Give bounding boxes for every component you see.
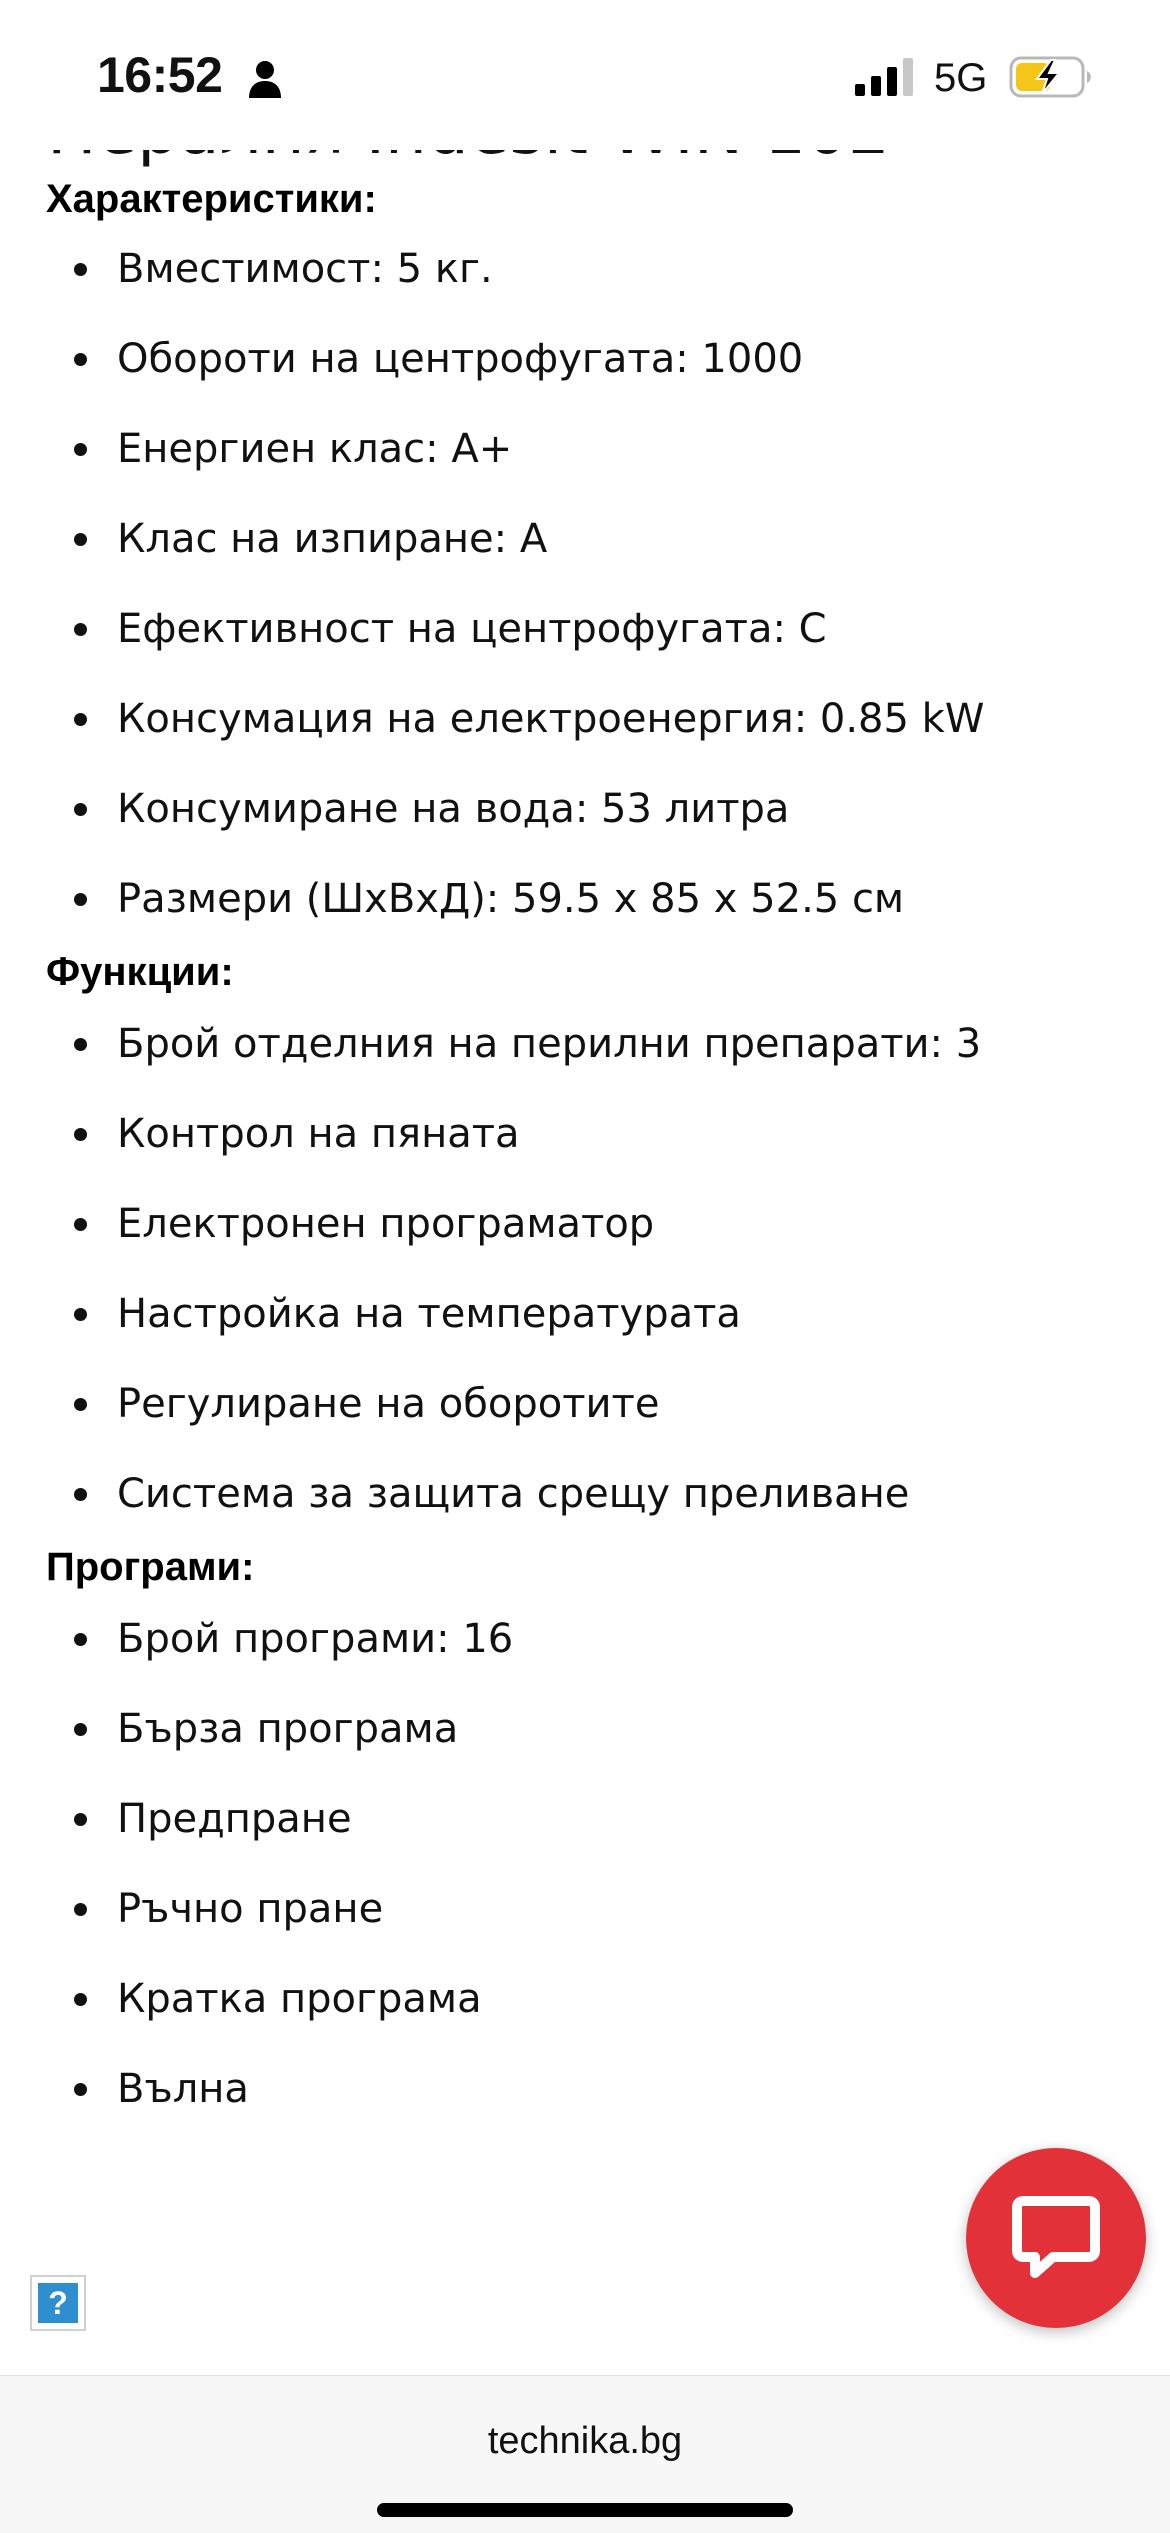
- list-item: Ефективност на центрофугата: C: [0, 584, 1170, 674]
- list-item: Енергиен клас: A+: [0, 404, 1170, 494]
- battery-charging-icon: [1009, 56, 1093, 98]
- bullet: [74, 1488, 87, 1501]
- list-item: Електронен програматор: [0, 1179, 1170, 1269]
- status-time: 16:52: [97, 47, 223, 103]
- section-heading-functions: Функции:: [46, 950, 234, 994]
- functions-list: [0, 999, 1170, 1539]
- section-heading-characteristics: Характеристики:: [46, 177, 377, 221]
- characteristics-list: [0, 224, 1170, 944]
- list-item: Вълна: [0, 2044, 1170, 2134]
- list-item: Консумиране на вода: 53 литра: [0, 764, 1170, 854]
- cellular-signal-icon: [855, 58, 915, 96]
- list-item: Консумация на електроенергия: 0.85 kW: [0, 674, 1170, 764]
- list-item: Ръчно пране: [0, 1864, 1170, 1954]
- list-item: Бърза програма: [0, 1684, 1170, 1774]
- bullet: [74, 1308, 87, 1321]
- address-bar[interactable]: technika.bg: [487, 2420, 683, 2462]
- bullet: [74, 1993, 87, 2006]
- bullet: [74, 1038, 87, 1051]
- bullet: [74, 353, 87, 366]
- bullet: [74, 1218, 87, 1231]
- list-item: Размери (ШхВхД): 59.5 x 85 x 52.5 см: [0, 854, 1170, 944]
- list-item: Брой отделния на перилни препарати: 3: [0, 999, 1170, 1089]
- list-item: Брой програми: 16: [0, 1594, 1170, 1684]
- list-item: Предпране: [0, 1774, 1170, 1864]
- bullet: [74, 1398, 87, 1411]
- list-item: Регулиране на оборотите: [0, 1359, 1170, 1449]
- bullet: [74, 803, 87, 816]
- browser-bottom-bar: [0, 2375, 1170, 2533]
- bullet: [74, 1903, 87, 1916]
- programs-list: [0, 1594, 1170, 2134]
- list-item: Клас на изпиране: A: [0, 494, 1170, 584]
- person-icon: [247, 60, 283, 98]
- bullet: [74, 713, 87, 726]
- network-type-label: 5G: [934, 56, 988, 100]
- list-item: Система за защита срещу преливане: [0, 1449, 1170, 1539]
- status-bar: [0, 0, 1170, 150]
- help-icon[interactable]: [30, 2275, 86, 2331]
- bullet: [74, 1633, 87, 1646]
- list-item: Обороти на центрофугата: 1000: [0, 314, 1170, 404]
- bullet: [74, 893, 87, 906]
- bullet: [74, 1723, 87, 1736]
- bullet: [74, 1128, 87, 1141]
- list-item: Настройка на температурата: [0, 1269, 1170, 1359]
- help-icon-label: ?: [38, 2283, 78, 2323]
- list-item: Контрол на пяната: [0, 1089, 1170, 1179]
- bullet: [74, 2083, 87, 2096]
- section-heading-programs: Програми:: [46, 1545, 255, 1589]
- bullet: [74, 443, 87, 456]
- bullet: [74, 1813, 87, 1826]
- bullet: [74, 623, 87, 636]
- home-indicator[interactable]: [377, 2503, 793, 2517]
- bullet: [74, 263, 87, 276]
- list-item: Кратка програма: [0, 1954, 1170, 2044]
- chat-bubble-icon: [1011, 2193, 1101, 2283]
- bullet: [74, 533, 87, 546]
- list-item: Вместимост: 5 кг.: [0, 224, 1170, 314]
- chat-button[interactable]: [966, 2148, 1146, 2328]
